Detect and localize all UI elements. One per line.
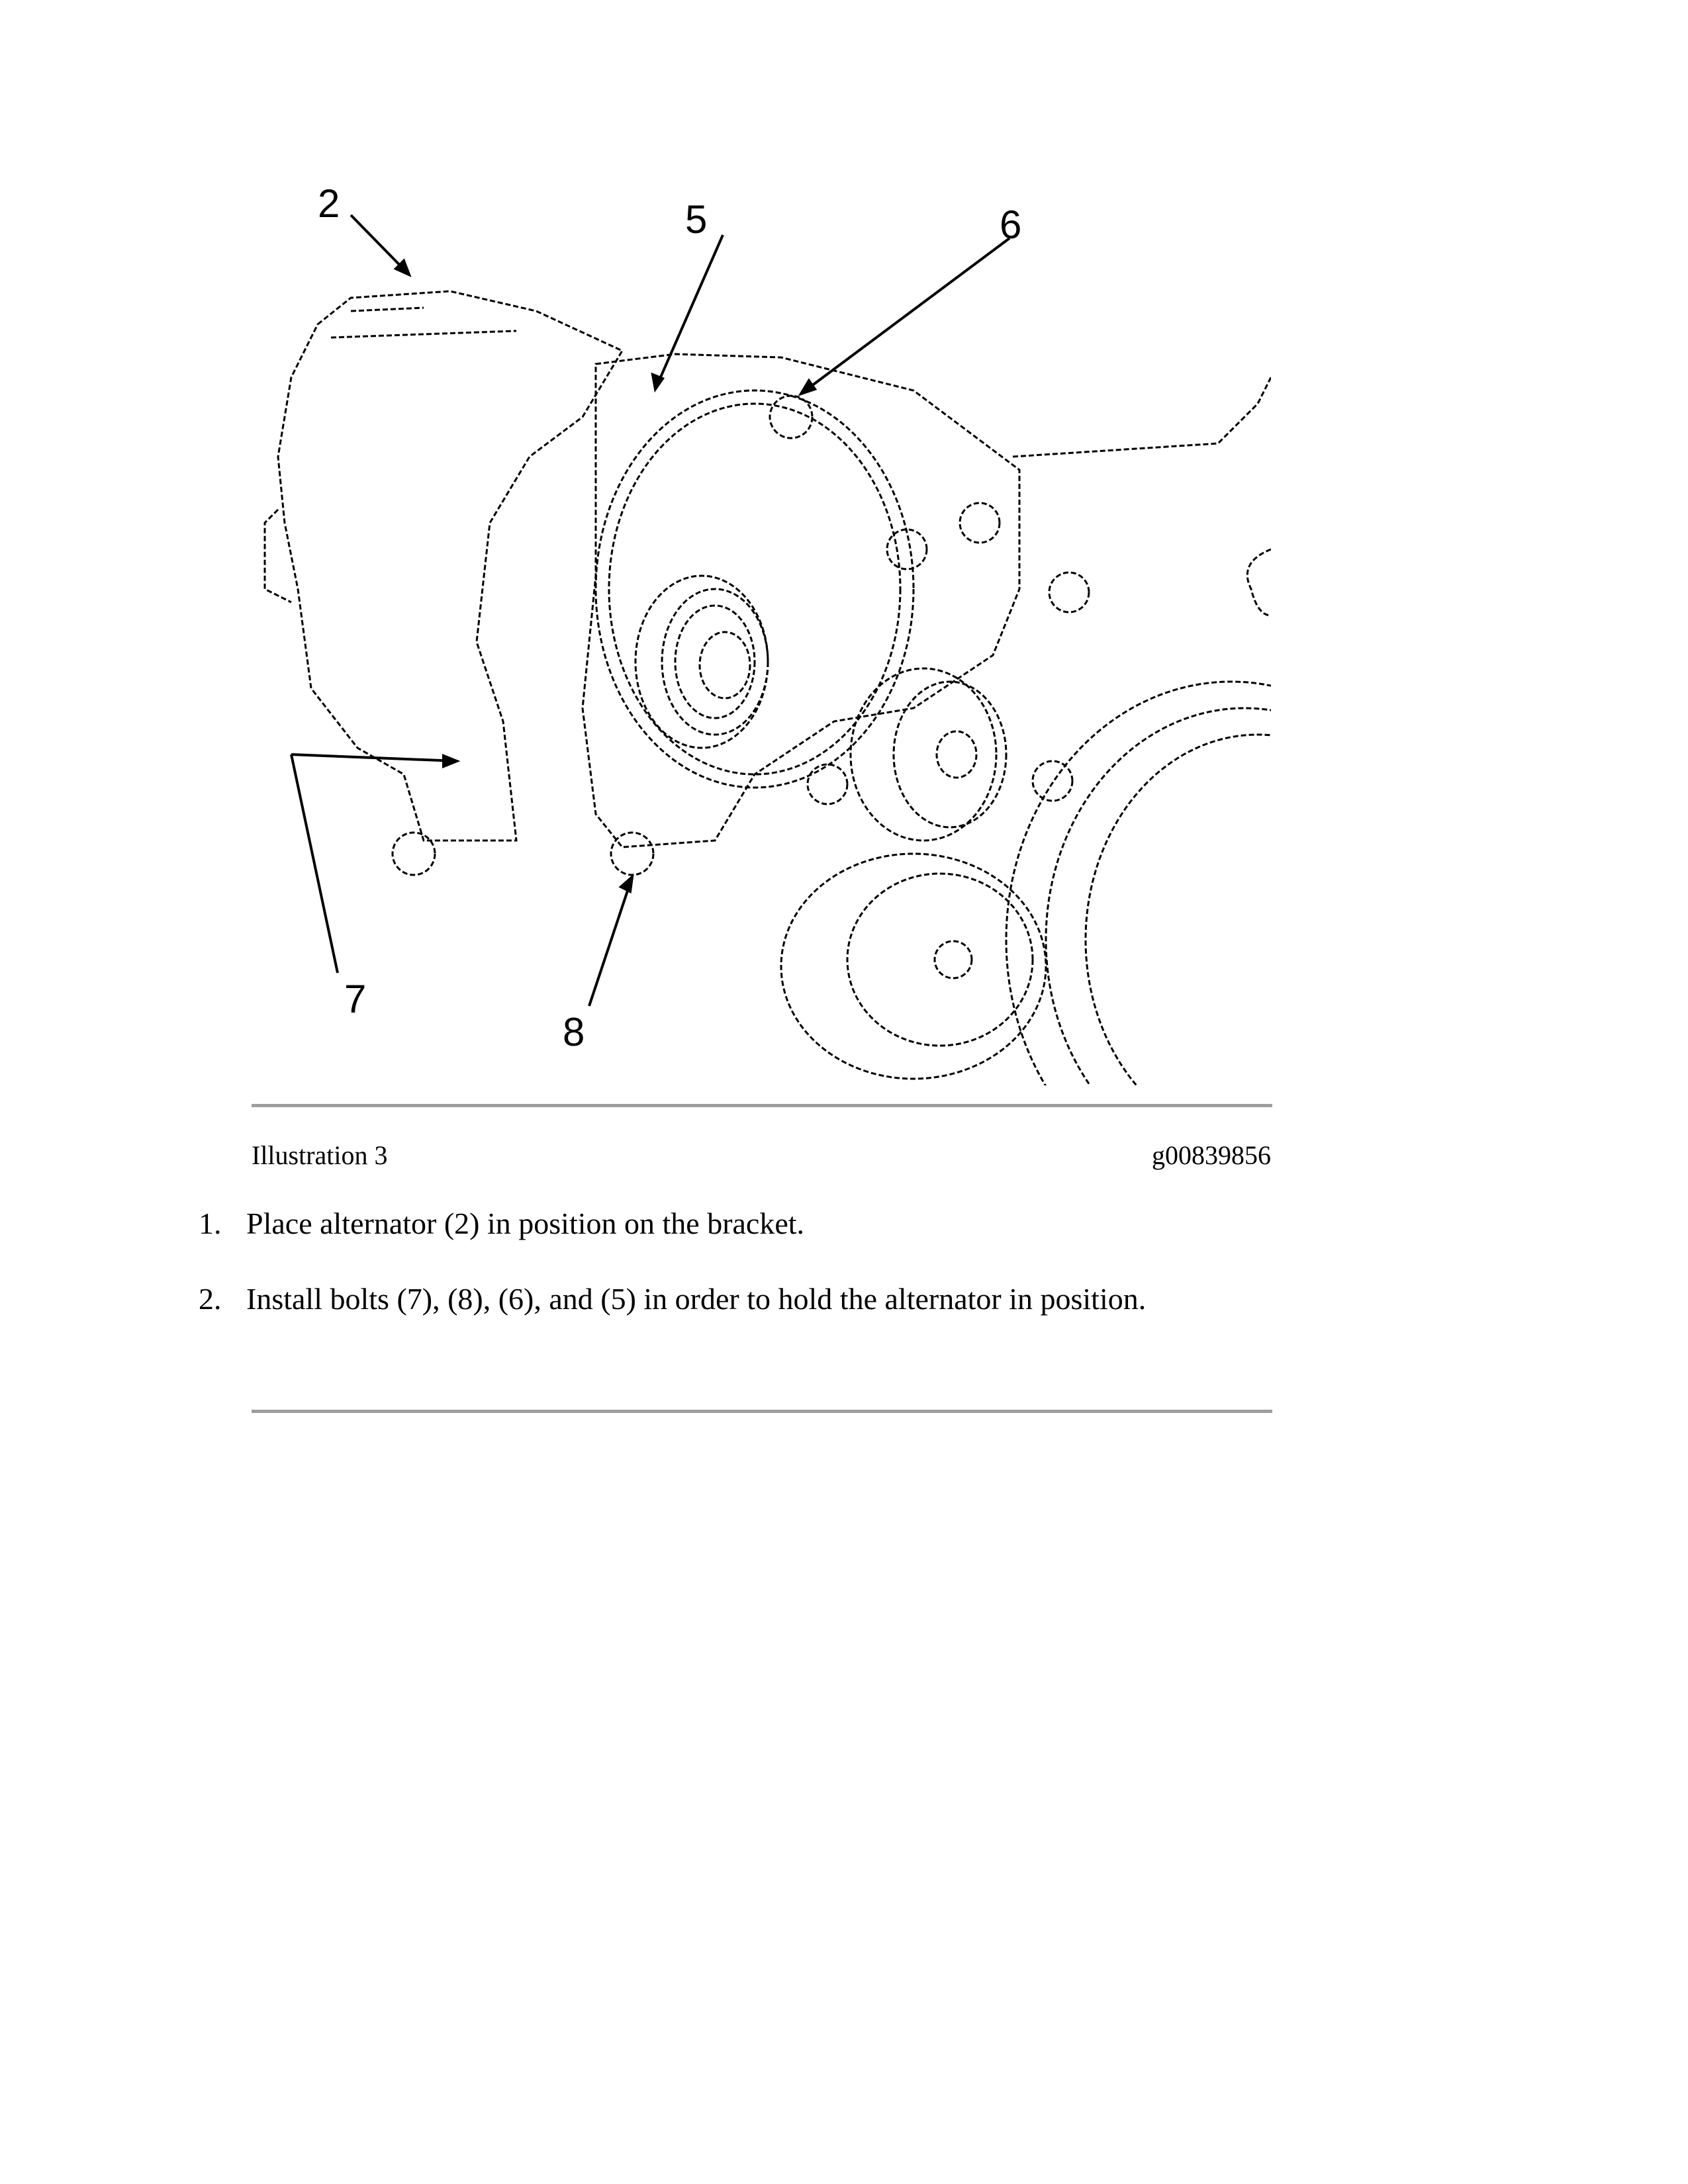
idler-pulley	[851, 668, 996, 841]
callout-2: 2	[318, 181, 340, 226]
crankshaft-damper	[1006, 682, 1271, 1085]
callout-7: 7	[344, 977, 367, 1021]
step-number: 1.	[199, 1206, 222, 1240]
step-text: Place alternator (2) in position on the bracket.	[246, 1206, 805, 1240]
callout-8: 8	[563, 1010, 585, 1054]
lower-pulley	[781, 854, 1046, 1079]
alternator-pulley	[635, 576, 768, 748]
section-bottom-divider	[252, 1410, 1272, 1413]
alternator-illustration	[252, 179, 1271, 1085]
alternator-line-drawing	[252, 179, 1271, 1085]
alternator-disc	[596, 390, 914, 788]
illustration-label: Illustration 3	[252, 1140, 388, 1170]
step-item	[199, 1279, 1146, 1320]
step-number: 2.	[199, 1282, 222, 1316]
step-text: Install bolts (7), (8), (6), and (5) in order to hold the alternator in position.	[246, 1282, 1147, 1316]
step-item	[199, 1203, 1146, 1244]
mounting-plate	[583, 354, 1019, 847]
callout-5: 5	[685, 197, 708, 242]
instruction-steps	[199, 1203, 1146, 1354]
caption-top-divider	[252, 1104, 1272, 1107]
illustration-id: g00839856	[1152, 1140, 1271, 1170]
callout-6: 6	[1000, 203, 1022, 247]
